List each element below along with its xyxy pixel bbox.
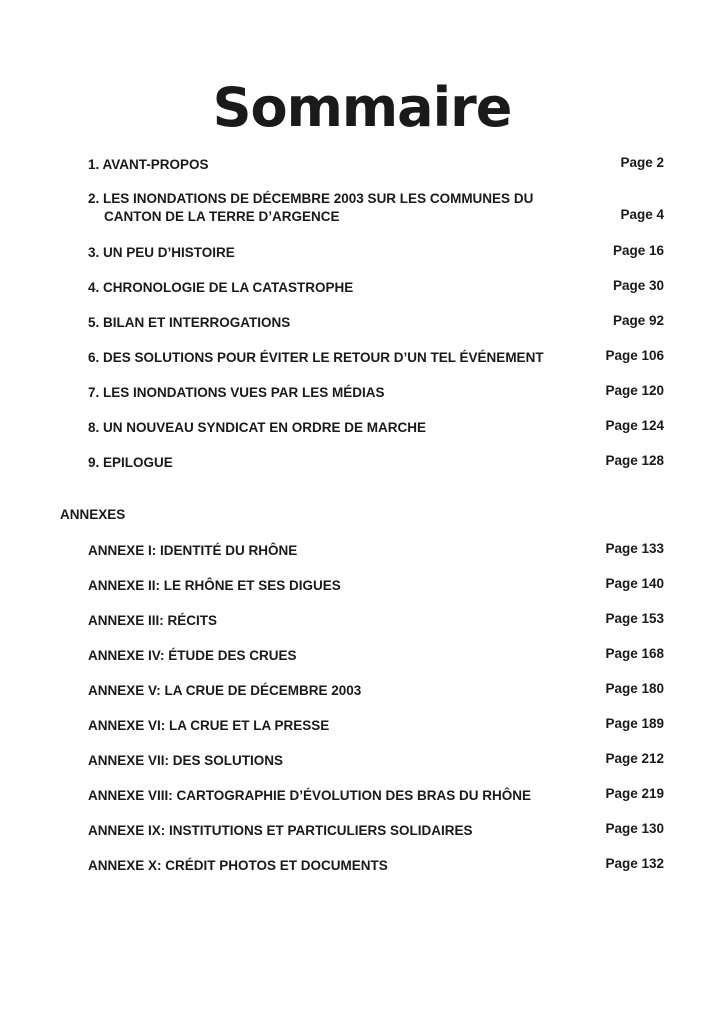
toc-entry-label-line1: 2. LES INONDATIONS DE DÉCEMBRE 2003 SUR LES COMMUNES DU [88, 191, 534, 206]
toc-entry-label: 5. BILAN ET INTERROGATIONS [88, 315, 291, 330]
toc-entry-label: ANNEXE X: CRÉDIT PHOTOS ET DOCUMENTS [88, 858, 388, 873]
toc-entry-annexe-5[interactable] [88, 680, 664, 700]
toc-entry-bilan[interactable] [88, 312, 664, 332]
toc-entry-label: 6. DES SOLUTIONS POUR ÉVITER LE RETOUR D’UN TEL ÉVÉNEMENT [88, 350, 544, 365]
toc-entry-page: Page 106 [605, 348, 664, 363]
toc-entry-label: ANNEXE III: RÉCITS [88, 613, 218, 628]
toc-entry-inondations[interactable] [88, 190, 664, 228]
toc-entry-page: Page 130 [605, 821, 664, 836]
toc-entry-annexe-9[interactable] [88, 820, 664, 840]
toc-entry-medias[interactable] [88, 382, 664, 402]
toc-entry-annexe-2[interactable] [88, 575, 664, 595]
page-title: Sommaire [212, 76, 512, 140]
toc-entry-label: ANNEXE II: LE RHÔNE ET SES DIGUES [88, 578, 341, 593]
annexes-heading: ANNEXES [60, 507, 126, 522]
toc-entry-page: Page 92 [612, 313, 664, 328]
toc-entry-label: 7. LES INONDATIONS VUES PAR LES MÉDIAS [88, 385, 385, 400]
toc-entry-label: 4. CHRONOLOGIE DE LA CATASTROPHE [88, 280, 354, 295]
toc-entry-epilogue[interactable] [88, 452, 664, 472]
toc-entry-histoire[interactable] [88, 242, 664, 262]
toc-entry-label: ANNEXE VII: DES SOLUTIONS [88, 753, 284, 768]
toc-entry-annexe-6[interactable] [88, 715, 664, 735]
toc-entry-solutions[interactable] [88, 347, 664, 367]
toc-entry-annexe-3[interactable] [88, 610, 664, 630]
toc-entry-label: 8. UN NOUVEAU SYNDICAT EN ORDRE DE MARCHE [88, 420, 427, 435]
toc-entry-label: ANNEXE I: IDENTITÉ DU RHÔNE [88, 543, 298, 558]
toc-entry-page: Page 132 [605, 856, 664, 871]
toc-entry-annexe-10[interactable] [88, 855, 664, 875]
toc-entry-label: 3. UN PEU D’HISTOIRE [88, 245, 235, 260]
toc-entry-page: Page 219 [605, 786, 664, 801]
toc-entry-page: Page 212 [605, 751, 664, 766]
toc-entry-label: ANNEXE VIII: CARTOGRAPHIE D’ÉVOLUTION DES BRAS DU RHÔNE [88, 788, 532, 803]
toc-entry-page: Page 16 [612, 243, 664, 258]
toc-entry-label: ANNEXE VI: LA CRUE ET LA PRESSE [88, 718, 330, 733]
toc-entry-label: 1. AVANT-PROPOS [88, 157, 209, 172]
toc-entry-label [88, 190, 558, 226]
toc-entry-page: Page 124 [605, 418, 664, 433]
toc-entry-avant-propos[interactable] [88, 154, 664, 174]
toc-entry-annexe-1[interactable] [88, 540, 664, 560]
toc-entry-label-line2: CANTON DE LA TERRE D’ARGENCE [104, 209, 340, 224]
toc-entry-page: Page 153 [605, 611, 664, 626]
toc-entry-label: ANNEXE IV: ÉTUDE DES CRUES [88, 648, 297, 663]
toc-entry-label: 9. EPILOGUE [88, 455, 173, 470]
toc-entry-label: ANNEXE IX: INSTITUTIONS ET PARTICULIERS SOLIDAIRES [88, 823, 473, 838]
toc-entry-page: Page 133 [605, 541, 664, 556]
toc-entry-annexe-4[interactable] [88, 645, 664, 665]
toc-entry-page: Page 120 [605, 383, 664, 398]
toc-entry-chronologie[interactable] [88, 277, 664, 297]
toc-entry-page: Page 2 [620, 155, 664, 170]
toc-entry-label: ANNEXE V: LA CRUE DE DÉCEMBRE 2003 [88, 683, 362, 698]
toc-entry-page: Page 128 [605, 453, 664, 468]
toc-entry-page: Page 180 [605, 681, 664, 696]
toc-entry-syndicat[interactable] [88, 417, 664, 437]
toc-entry-annexe-8[interactable] [88, 785, 664, 805]
toc-entry-page: Page 4 [620, 207, 664, 222]
toc-entry-page: Page 168 [605, 646, 664, 661]
toc-entry-page: Page 189 [605, 716, 664, 731]
toc-entry-page: Page 30 [612, 278, 664, 293]
toc-entry-annexe-7[interactable] [88, 750, 664, 770]
toc-entry-page: Page 140 [605, 576, 664, 591]
